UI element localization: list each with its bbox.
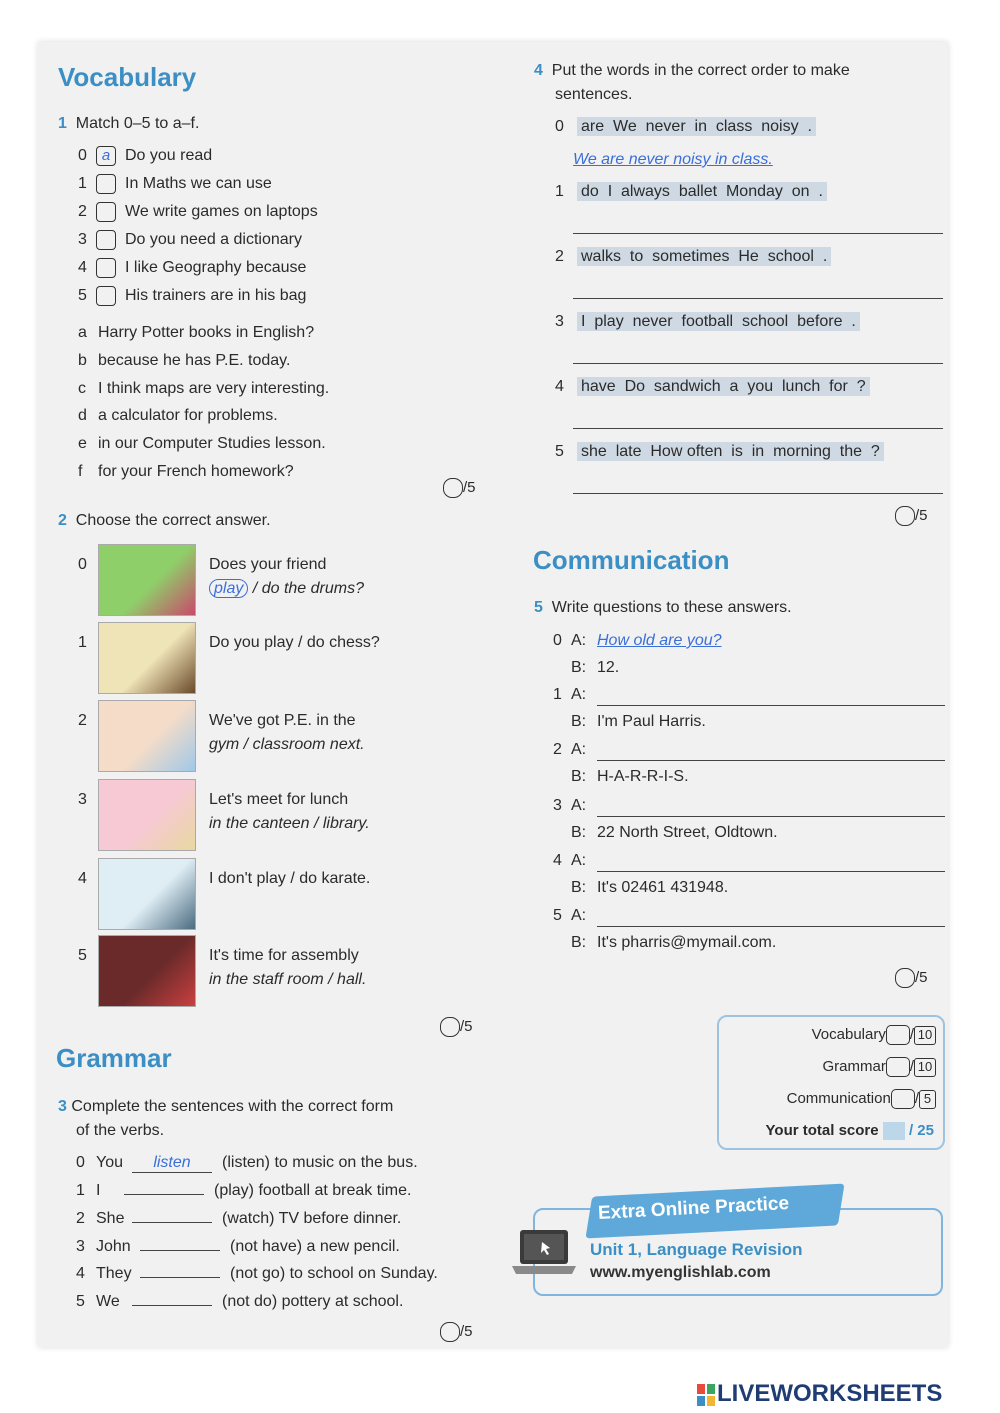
match-option-letter: b bbox=[78, 352, 87, 369]
dialogue-a-label: A: bbox=[571, 741, 587, 758]
stage-picture bbox=[98, 935, 196, 1007]
word-order-words: do I always ballet Monday on . bbox=[577, 182, 827, 201]
dialogue-b-label: B: bbox=[571, 934, 587, 951]
ex2-score-box[interactable] bbox=[440, 1017, 460, 1037]
grammar-item-subject: They bbox=[96, 1265, 132, 1282]
grammar-item-subject: John bbox=[96, 1238, 131, 1255]
choose-item-line1: Do you play / do chess? bbox=[209, 634, 380, 651]
word-order-number: 4 bbox=[555, 378, 564, 395]
ex3-score: /5 bbox=[440, 1322, 473, 1342]
dialogue-b-row bbox=[571, 768, 689, 786]
ex3-instruction-line2: of the verbs. bbox=[76, 1122, 165, 1139]
word-order-answer-line[interactable] bbox=[573, 363, 943, 364]
summary-communication: Communication / 5 bbox=[787, 1089, 936, 1109]
grammar-item-number: 3 bbox=[76, 1238, 85, 1255]
word-order-answer-line[interactable] bbox=[573, 233, 943, 234]
ex2-score: /5 bbox=[440, 1017, 473, 1037]
match-item-text: We write games on laptops bbox=[125, 203, 318, 221]
match-item-text: His trainers are in his bag bbox=[125, 287, 307, 305]
grammar-item-rest: (listen) to music on the bus. bbox=[222, 1154, 418, 1171]
dialogue-b-text: I'm Paul Harris. bbox=[597, 713, 706, 730]
summary-total-box[interactable] bbox=[883, 1122, 905, 1140]
grammar-item bbox=[76, 1265, 438, 1283]
grammar-blank-input[interactable]: listen bbox=[132, 1154, 212, 1173]
word-order-words: have Do sandwich a you lunch for ? bbox=[577, 377, 870, 396]
online-practice-url[interactable]: www.myenglishlab.com bbox=[590, 1264, 771, 1281]
karate-picture bbox=[98, 858, 196, 930]
grammar-item-subject: I bbox=[96, 1182, 101, 1199]
online-practice-title: Unit 1, Language Revision bbox=[590, 1240, 803, 1259]
match-item-text: Do you need a dictionary bbox=[125, 231, 302, 249]
ex4-score-box[interactable] bbox=[895, 506, 915, 526]
grammar-item bbox=[76, 1293, 403, 1311]
match-option bbox=[78, 407, 278, 425]
choose-item-number: 4 bbox=[78, 870, 87, 887]
grammar-item-rest: (play) football at break time. bbox=[214, 1182, 412, 1199]
word-order-number: 3 bbox=[555, 313, 564, 330]
choose-item-number: 5 bbox=[78, 947, 87, 964]
match-option-text: for your French homework? bbox=[98, 463, 294, 480]
grammar-item-number: 1 bbox=[76, 1182, 85, 1199]
grammar-blank-input[interactable] bbox=[132, 1305, 212, 1306]
ex4-score: /5 bbox=[895, 506, 928, 526]
word-order-number: 2 bbox=[555, 248, 564, 265]
dialogue-b-label: B: bbox=[571, 659, 587, 676]
summary-grammar-box[interactable] bbox=[886, 1057, 910, 1077]
match-answer-box[interactable] bbox=[96, 230, 116, 250]
word-order-number: 5 bbox=[555, 443, 564, 460]
choose-item-line2[interactable]: gym / classroom next. bbox=[209, 736, 365, 753]
dialogue-question-line[interactable] bbox=[597, 871, 945, 872]
match-item bbox=[78, 230, 302, 250]
dialogue-b-label: B: bbox=[571, 713, 587, 730]
choose-item-number: 1 bbox=[78, 634, 87, 651]
dialogue-b-label: B: bbox=[571, 879, 587, 896]
dialogue-a-label: A: bbox=[571, 852, 587, 869]
dialogue-b-text: H-A-R-R-I-S. bbox=[597, 768, 689, 785]
logo-icon bbox=[697, 1384, 715, 1406]
dialogue-number: 5 bbox=[553, 907, 562, 924]
word-order-words: she late How often is in morning the ? bbox=[577, 442, 884, 461]
ex4-instruction-line2: sentences. bbox=[555, 86, 633, 103]
match-item-number: 0 bbox=[78, 147, 87, 165]
circled-answer[interactable]: play bbox=[209, 579, 248, 598]
summary-communication-box[interactable] bbox=[891, 1089, 915, 1109]
grammar-item-subject: She bbox=[96, 1210, 125, 1227]
match-item-text: I like Geography because bbox=[125, 259, 307, 277]
match-item-number: 5 bbox=[78, 287, 87, 305]
dialogue-b-text: 12. bbox=[597, 659, 620, 676]
dialogue-number: 2 bbox=[553, 741, 562, 758]
dialogue-b-label: B: bbox=[571, 824, 587, 841]
word-order-answer-line[interactable] bbox=[573, 493, 943, 494]
grammar-item-number: 5 bbox=[76, 1293, 85, 1310]
word-order-item bbox=[555, 183, 827, 201]
dialogue-number: 3 bbox=[553, 797, 562, 814]
choose-item-number: 3 bbox=[78, 791, 87, 808]
dialogue-number: 1 bbox=[553, 686, 562, 703]
vocabulary-heading: Vocabulary bbox=[58, 62, 197, 92]
dialogue-b-row bbox=[571, 713, 706, 731]
dialogue-a-row bbox=[553, 907, 597, 925]
ex1-instruction: 1 Match 0–5 to a–f. bbox=[58, 115, 200, 132]
grammar-item-rest: (not have) a new pencil. bbox=[230, 1238, 400, 1255]
match-item-number: 2 bbox=[78, 203, 87, 221]
dialogue-b-row bbox=[571, 824, 778, 842]
match-option-text: because he has P.E. today. bbox=[98, 352, 291, 369]
word-order-answer[interactable]: We are never noisy in class. bbox=[573, 151, 773, 168]
dialogue-b-text: It's 02461 431948. bbox=[597, 879, 729, 896]
grammar-item-number: 0 bbox=[76, 1154, 85, 1171]
dialogue-question-line[interactable] bbox=[597, 816, 945, 817]
match-option-text: in our Computer Studies lesson. bbox=[98, 435, 326, 452]
grammar-item-rest: (not do) pottery at school. bbox=[222, 1293, 404, 1310]
match-answer-box[interactable]: a bbox=[96, 146, 116, 166]
word-order-answer-line[interactable] bbox=[573, 298, 943, 299]
ex2-instruction: 2 Choose the correct answer. bbox=[58, 512, 271, 529]
choose-item-line1: I don't play / do karate. bbox=[209, 870, 371, 887]
match-option bbox=[78, 352, 290, 370]
dialogue-b-row bbox=[571, 659, 619, 677]
word-order-number: 1 bbox=[555, 183, 564, 200]
dialogue-a-label: A: bbox=[571, 797, 587, 814]
match-item-number: 4 bbox=[78, 259, 87, 277]
choose-item-line2[interactable]: play / do the drums? bbox=[209, 580, 364, 598]
dialogue-b-text: It's pharris@mymail.com. bbox=[597, 934, 777, 951]
dialogue-number: 0 bbox=[553, 632, 562, 649]
dialogue-a-row bbox=[553, 797, 597, 815]
grammar-item-rest: (not go) to school on Sunday. bbox=[230, 1265, 438, 1282]
word-order-words: are We never in class noisy . bbox=[577, 117, 816, 136]
drums-picture bbox=[98, 544, 196, 616]
dialogue-b-text: 22 North Street, Oldtown. bbox=[597, 824, 778, 841]
dialogue-b-row bbox=[571, 934, 776, 952]
word-order-item bbox=[555, 118, 816, 136]
dialogue-a-row bbox=[553, 852, 597, 870]
match-option bbox=[78, 324, 314, 342]
grammar-item bbox=[76, 1182, 411, 1200]
match-option-letter: f bbox=[78, 463, 83, 480]
dialogue-b-label: B: bbox=[571, 768, 587, 785]
choose-item-number: 2 bbox=[78, 712, 87, 729]
grammar-item bbox=[76, 1210, 401, 1228]
dialogue-question-line[interactable] bbox=[597, 760, 945, 761]
dialogue-question-line[interactable] bbox=[597, 705, 945, 706]
dialogue-a-row bbox=[553, 741, 597, 759]
match-item bbox=[78, 286, 306, 306]
dialogue-question-line[interactable] bbox=[597, 926, 945, 927]
word-order-words: I play never football school before . bbox=[577, 312, 860, 331]
choose-item-line1: It's time for assembly bbox=[209, 947, 359, 964]
liveworksheets-logo: LIVEWORKSHEETS bbox=[697, 1380, 942, 1408]
choose-item-line1: We've got P.E. in the bbox=[209, 712, 356, 729]
grammar-item-subject: We bbox=[96, 1293, 120, 1310]
grammar-item-number: 4 bbox=[76, 1265, 85, 1282]
grammar-heading: Grammar bbox=[56, 1043, 172, 1073]
dialogue-a-row bbox=[553, 632, 722, 650]
choose-item-line2[interactable]: in the canteen / library. bbox=[209, 815, 370, 832]
grammar-blank-input[interactable] bbox=[140, 1277, 220, 1278]
word-order-number: 0 bbox=[555, 118, 564, 135]
match-option-text: a calculator for problems. bbox=[98, 407, 278, 424]
grammar-item-rest: (watch) TV before dinner. bbox=[222, 1210, 402, 1227]
ex1-score-box[interactable] bbox=[443, 478, 463, 498]
grammar-item-number: 2 bbox=[76, 1210, 85, 1227]
word-order-item bbox=[555, 378, 870, 396]
dialogue-question-answer[interactable]: How old are you? bbox=[597, 632, 722, 649]
match-item-text: Do you read bbox=[125, 147, 213, 165]
match-item bbox=[78, 202, 318, 222]
word-order-answer-line[interactable] bbox=[573, 428, 943, 429]
ex4-instruction: 4 Put the words in the correct order to make bbox=[534, 62, 850, 79]
match-option-text: Harry Potter books in English? bbox=[98, 324, 315, 341]
dialogue-a-label: A: bbox=[571, 907, 587, 924]
ex1-score: /5 bbox=[443, 478, 476, 498]
match-item bbox=[78, 258, 306, 278]
summary-grammar: Grammar / 10 bbox=[822, 1057, 936, 1077]
match-option bbox=[78, 380, 329, 398]
match-option-text: I think maps are very interesting. bbox=[98, 380, 330, 397]
match-item-text: In Maths we can use bbox=[125, 175, 272, 193]
dialogue-b-row bbox=[571, 879, 728, 897]
match-item-number: 3 bbox=[78, 231, 87, 249]
word-order-item bbox=[555, 313, 860, 331]
dialogue-number: 4 bbox=[553, 852, 562, 869]
summary-vocabulary-box[interactable] bbox=[886, 1025, 910, 1045]
gym-picture bbox=[98, 700, 196, 772]
dialogue-a-label: A: bbox=[571, 686, 587, 703]
match-answer-box[interactable] bbox=[96, 174, 116, 194]
word-order-item bbox=[555, 443, 884, 461]
ex3-score-box[interactable] bbox=[440, 1322, 460, 1342]
match-option-letter: a bbox=[78, 324, 87, 341]
choose-item-line1: Let's meet for lunch bbox=[209, 791, 349, 808]
online-practice-tab-label: Extra Online Practice bbox=[597, 1193, 790, 1224]
match-option bbox=[78, 435, 326, 453]
match-option-letter: c bbox=[78, 380, 86, 397]
match-item-number: 1 bbox=[78, 175, 87, 193]
word-order-item bbox=[555, 248, 831, 266]
chess-picture bbox=[98, 622, 196, 694]
ex5-score: /5 bbox=[895, 968, 928, 988]
communication-heading: Communication bbox=[533, 545, 730, 575]
match-option bbox=[78, 463, 294, 481]
laptop-icon bbox=[512, 1228, 576, 1274]
grammar-item bbox=[76, 1154, 418, 1173]
match-item bbox=[78, 146, 212, 166]
ex3-instruction: 3 Complete the sentences with the correct form bbox=[58, 1098, 394, 1115]
choose-item-line2[interactable]: in the staff room / hall. bbox=[209, 971, 367, 988]
lunch-picture bbox=[98, 779, 196, 851]
match-answer-box[interactable] bbox=[96, 258, 116, 278]
match-answer-box[interactable] bbox=[96, 286, 116, 306]
grammar-item bbox=[76, 1238, 400, 1256]
match-option-letter: d bbox=[78, 407, 87, 424]
match-answer-box[interactable] bbox=[96, 202, 116, 222]
dialogue-a-label: A: bbox=[571, 632, 587, 649]
grammar-item-subject: You bbox=[96, 1154, 123, 1171]
choose-item-line1: Does your friend bbox=[209, 556, 327, 573]
match-item bbox=[78, 174, 272, 194]
summary-total: Your total score / 25 bbox=[765, 1122, 934, 1139]
match-option-letter: e bbox=[78, 435, 87, 452]
summary-vocabulary: Vocabulary / 10 bbox=[812, 1025, 936, 1045]
grammar-blank-input[interactable] bbox=[124, 1194, 204, 1195]
word-order-words: walks to sometimes He school . bbox=[577, 247, 831, 266]
choose-item-number: 0 bbox=[78, 556, 87, 573]
ex5-instruction: 5 Write questions to these answers. bbox=[534, 599, 792, 616]
dialogue-a-row bbox=[553, 686, 597, 704]
grammar-blank-input[interactable] bbox=[132, 1222, 212, 1223]
grammar-blank-input[interactable] bbox=[140, 1250, 220, 1251]
ex5-score-box[interactable] bbox=[895, 968, 915, 988]
